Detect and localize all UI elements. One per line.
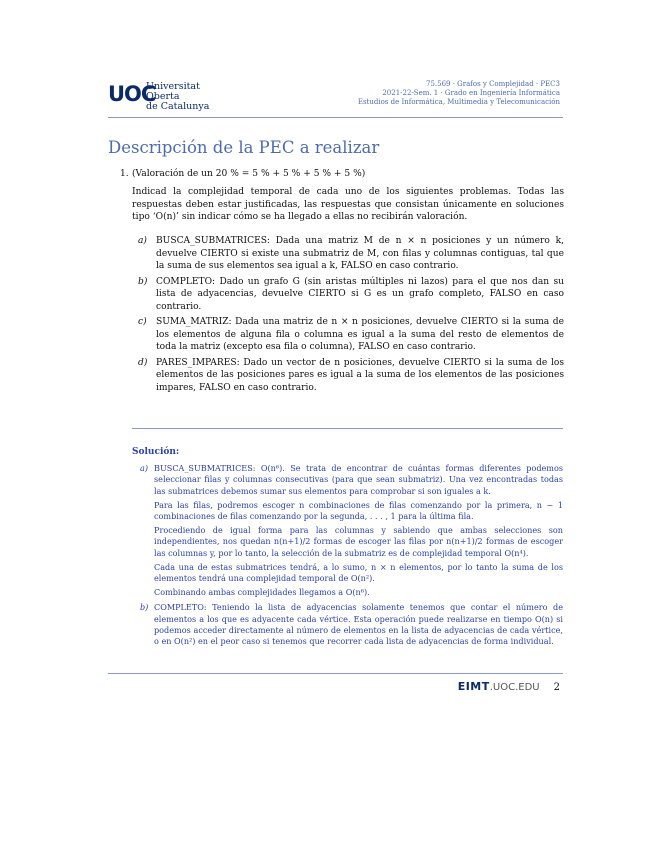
course-info-line-2: 2021-22-Sem. 1 · Grado en Ingeniería Informática	[382, 89, 560, 97]
uoc-logo-mark: UOC	[108, 82, 156, 106]
problem-label: b)	[138, 276, 148, 287]
problem-text: PARES_IMPARES: Dado un vector de n posiciones, devuelve CIERTO si la suma de los elementos de las posiciones pares es igual a la suma de los elementos de las posiciones impares, FALSO en caso contrario.	[156, 357, 564, 393]
solution-paragraph: Combinando ambas complejidades llegamos a O(n⁶).	[154, 587, 370, 598]
problem-label: c)	[138, 317, 147, 327]
problem-item-c	[132, 316, 564, 354]
problem-list	[132, 235, 564, 397]
footer-domain: .UOC.EDU	[489, 682, 540, 693]
course-info-line-3: Estudios de Informática, Multimedia y Telecomunicación	[357, 98, 560, 106]
solution-title: Solución:	[132, 447, 180, 457]
logo-line-2: de Catalunya	[146, 101, 210, 112]
solution-block	[132, 447, 563, 650]
page-header	[0, 0, 655, 120]
solution-paragraph: Cada una de estas submatrices tendrá, a lo sumo, n × n elementos, por lo tanto la suma de los elementos tendrá una complejidad temporal de O(n²).	[154, 561, 563, 584]
problem-item-b	[132, 276, 564, 314]
header-divider	[108, 117, 563, 118]
problem-item-d	[132, 357, 564, 395]
problem-text: BUSCA_SUBMATRICES: Dada una matriz M de n × n posiciones y un número k, devuelve CIERTO si existe una submatriz de M, con filas y columnas contiguas, tal que la suma de sus elementos sea igual a k, FALSO en caso contrario.	[156, 236, 564, 271]
problem-label: d)	[138, 357, 148, 368]
footer-brand: EIMT	[457, 680, 490, 693]
solution-label: b)	[140, 602, 149, 613]
solution-paragraph: BUSCA_SUBMATRICES: O(n⁶). Se trata de encontrar de cuántas formas diferentes podemos seleccionar filas y columnas consecutivas (para que sean submatriz). Una vez encontradas todas las submatrices debemos sumar sus elementos para comprobar si son iguales a k.	[154, 463, 563, 496]
solution-paragraph: Para las filas, podremos escoger n combinaciones de filas comenzando por la primera, n − 1 combinaciones de filas comenzando por la segunda, . . . , 1 para la última fila.	[154, 499, 563, 522]
page-number: 2	[553, 682, 560, 693]
solution-item-a	[132, 463, 563, 598]
section-title: Descripción de la PEC a realizar	[108, 138, 380, 157]
solution-item-b	[132, 602, 563, 647]
solution-paragraph: Procediendo de igual forma para las columnas y sabiendo que ambas selecciones son independientes, nos quedan n(n+1)/2 formas de escoger las filas por n(n+1)/2 formas de escoger las columnas y, por lo tanto, la selección de la submatriz es de complejidad temporal O(n⁴).	[154, 525, 563, 558]
solution-label: a)	[140, 463, 148, 474]
problem-label: a)	[138, 236, 147, 246]
solution-divider	[132, 428, 563, 429]
question-heading: (Valoración de un 20 % = 5 % + 5 % + 5 % + 5 %)	[132, 169, 366, 179]
footer-divider	[108, 673, 563, 674]
solution-paragraph: COMPLETO: Teniendo la lista de adyacencias solamente tenemos que contar el número de elementos a los que es adyacente cada vértice. Esta operación puede realizarse en tiempo O(n) si podemos acceder directamente al número de elementos en la lista de adyacencias de cada vértice, o en O(n²) en el peor caso si tenemos que recorrer cada lista de adyacencias de forma individual.	[154, 602, 563, 647]
logo-line-1: Universitat Oberta	[146, 81, 200, 102]
question-intro: Indicad la complejidad temporal de cada uno de los siguientes problemas. Todas las respuestas deben estar justificadas, las respuestas que consistan únicamente en soluciones tipo ‘O(n)’ sin indicar cómo se ha llegado a ellas no recibirán valoración.	[132, 187, 564, 222]
problem-text: COMPLETO: Dado un grafo G (sin aristas múltiples ni lazos) para el que nos dan su lista de adyacencias, devuelve CIERTO si G es un grafo completo, FALSO en caso contrario.	[156, 276, 564, 312]
course-info	[358, 80, 560, 107]
uoc-logo-text	[146, 82, 228, 112]
question-number: 1.	[120, 169, 129, 179]
problem-text: SUMA_MATRIZ: Dada una matriz de n × n posiciones, devuelve CIERTO si la suma de los elementos de alguna fila o columna es igual a la suma del resto de elementos de toda la matriz (excepto esa fila o columna), FALSO en caso contrario.	[156, 317, 564, 352]
course-info-line-1: 75.569 · Grafos y Complejidad · PEC3	[425, 80, 560, 88]
page-footer	[458, 680, 560, 693]
problem-item-a	[132, 235, 564, 273]
uoc-logo	[108, 80, 228, 112]
